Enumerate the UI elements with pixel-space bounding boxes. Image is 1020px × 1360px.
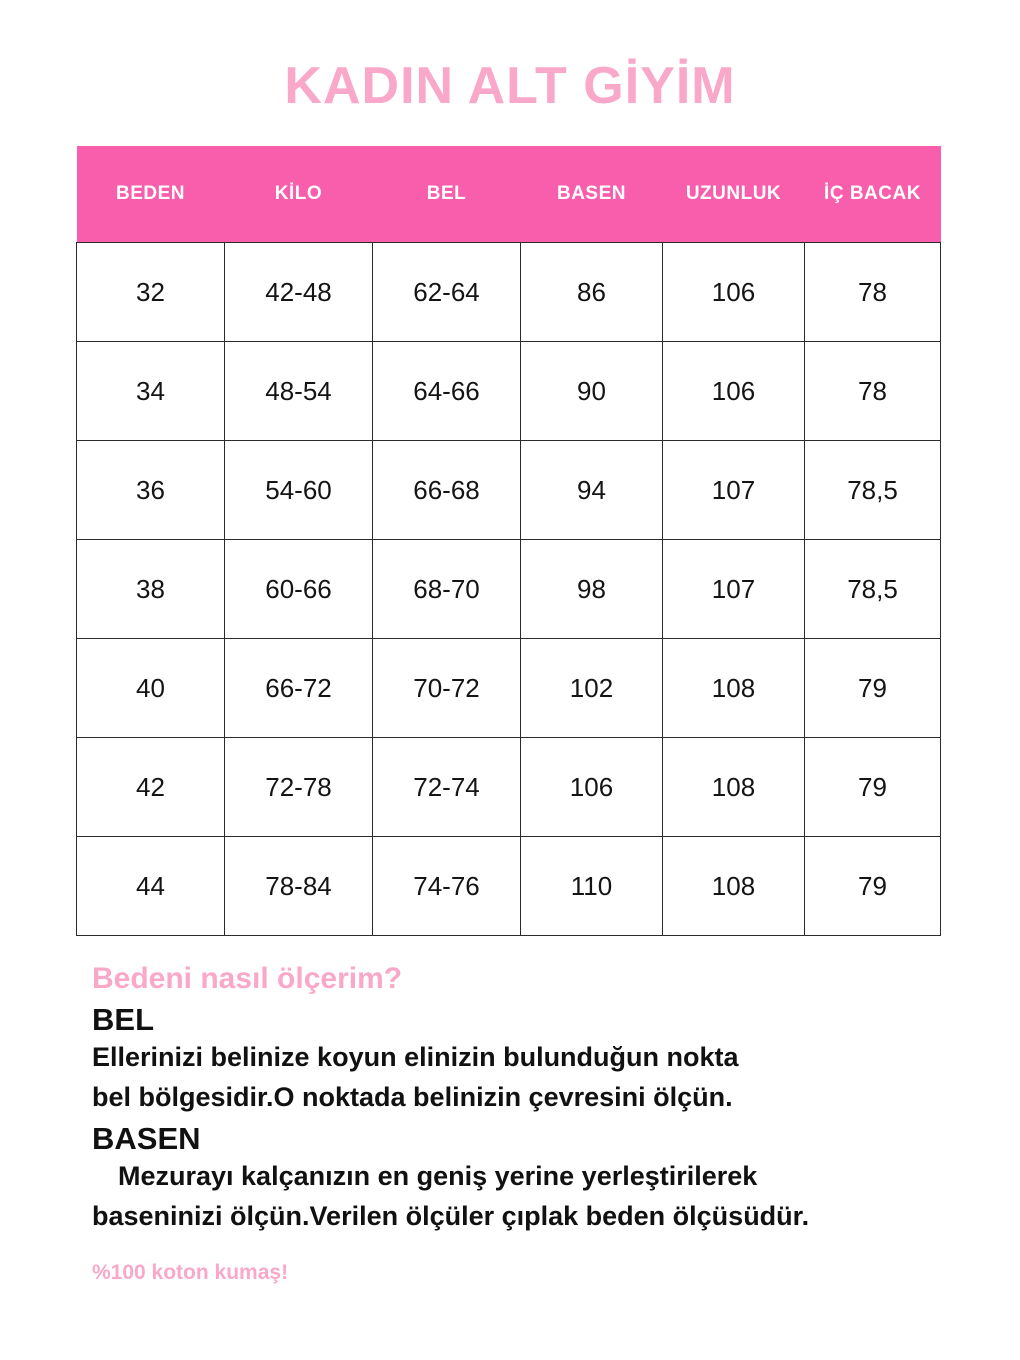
page-title: KADIN ALT GİYİM — [284, 57, 736, 115]
cell-kilo: 60-66 — [225, 540, 373, 639]
cell-beden: 32 — [77, 243, 225, 342]
cell-beden: 38 — [77, 540, 225, 639]
table-row — [77, 441, 941, 540]
cell-bel: 70-72 — [373, 639, 521, 738]
cell-basen: 110 — [521, 837, 663, 936]
table-header-row — [77, 146, 941, 243]
cell-kilo: 48-54 — [225, 342, 373, 441]
cell-uzunluk: 108 — [663, 639, 805, 738]
column-header-uzunluk: UZUNLUK — [663, 146, 805, 243]
cell-bel: 72-74 — [373, 738, 521, 837]
cell-basen: 102 — [521, 639, 663, 738]
column-header-beden: BEDEN — [77, 146, 225, 243]
howto-heading: Bedeni nasıl ölçerim? — [92, 962, 403, 995]
cell-kilo: 54-60 — [225, 441, 373, 540]
cell-beden: 40 — [77, 639, 225, 738]
column-header-basen: BASEN — [521, 146, 663, 243]
section-label-bel: BEL — [92, 1002, 154, 1037]
cell-bel: 66-68 — [373, 441, 521, 540]
table-row — [77, 540, 941, 639]
cell-basen: 106 — [521, 738, 663, 837]
fabric-footnote: %100 koton kumaş! — [92, 1260, 289, 1284]
section-label-basen: BASEN — [92, 1121, 201, 1157]
table-row — [77, 243, 941, 342]
cell-uzunluk: 106 — [663, 243, 805, 342]
cell-uzunluk: 107 — [663, 441, 805, 540]
cell-beden: 44 — [77, 837, 225, 936]
cell-kilo: 42-48 — [225, 243, 373, 342]
cell-kilo: 78-84 — [225, 837, 373, 936]
table-row — [77, 342, 941, 441]
cell-kilo: 72-78 — [225, 738, 373, 837]
table-row — [77, 639, 941, 738]
cell-basen: 94 — [521, 441, 663, 540]
cell-beden: 42 — [77, 738, 225, 837]
cell-uzunluk: 108 — [663, 837, 805, 936]
cell-bel: 64-66 — [373, 342, 521, 441]
cell-kilo: 66-72 — [225, 639, 373, 738]
bel-description-line1: Ellerinizi belinize koyun elinizin bulunduğun nokta — [92, 1042, 739, 1072]
column-header-kilo: KİLO — [225, 146, 373, 243]
cell-ic-bacak: 78,5 — [805, 540, 941, 639]
cell-ic-bacak: 78 — [805, 243, 941, 342]
table-row — [77, 738, 941, 837]
cell-ic-bacak: 79 — [805, 738, 941, 837]
column-header-bel: BEL — [373, 146, 521, 243]
cell-uzunluk: 107 — [663, 540, 805, 639]
cell-ic-bacak: 78 — [805, 342, 941, 441]
cell-ic-bacak: 79 — [805, 639, 941, 738]
cell-ic-bacak: 78,5 — [805, 441, 941, 540]
cell-uzunluk: 106 — [663, 342, 805, 441]
size-table — [76, 146, 941, 936]
cell-beden: 34 — [77, 342, 225, 441]
cell-basen: 98 — [521, 540, 663, 639]
cell-bel: 62-64 — [373, 243, 521, 342]
bel-description-line2: bel bölgesidir.O noktada belinizin çevresini ölçün. — [92, 1081, 733, 1112]
cell-bel: 68-70 — [373, 540, 521, 639]
cell-uzunluk: 108 — [663, 738, 805, 837]
cell-beden: 36 — [77, 441, 225, 540]
column-header-ic-bacak: İÇ BACAK — [805, 146, 941, 243]
basen-description-line2: baseninizi ölçün.Verilen ölçüler çıplak beden ölçüsüdür. — [92, 1200, 810, 1231]
table-row — [77, 837, 941, 936]
cell-basen: 86 — [521, 243, 663, 342]
cell-bel: 74-76 — [373, 837, 521, 936]
cell-basen: 90 — [521, 342, 663, 441]
basen-description-line1: Mezurayı kalçanızın en geniş yerine yerleştirilerek — [118, 1161, 758, 1192]
cell-ic-bacak: 79 — [805, 837, 941, 936]
